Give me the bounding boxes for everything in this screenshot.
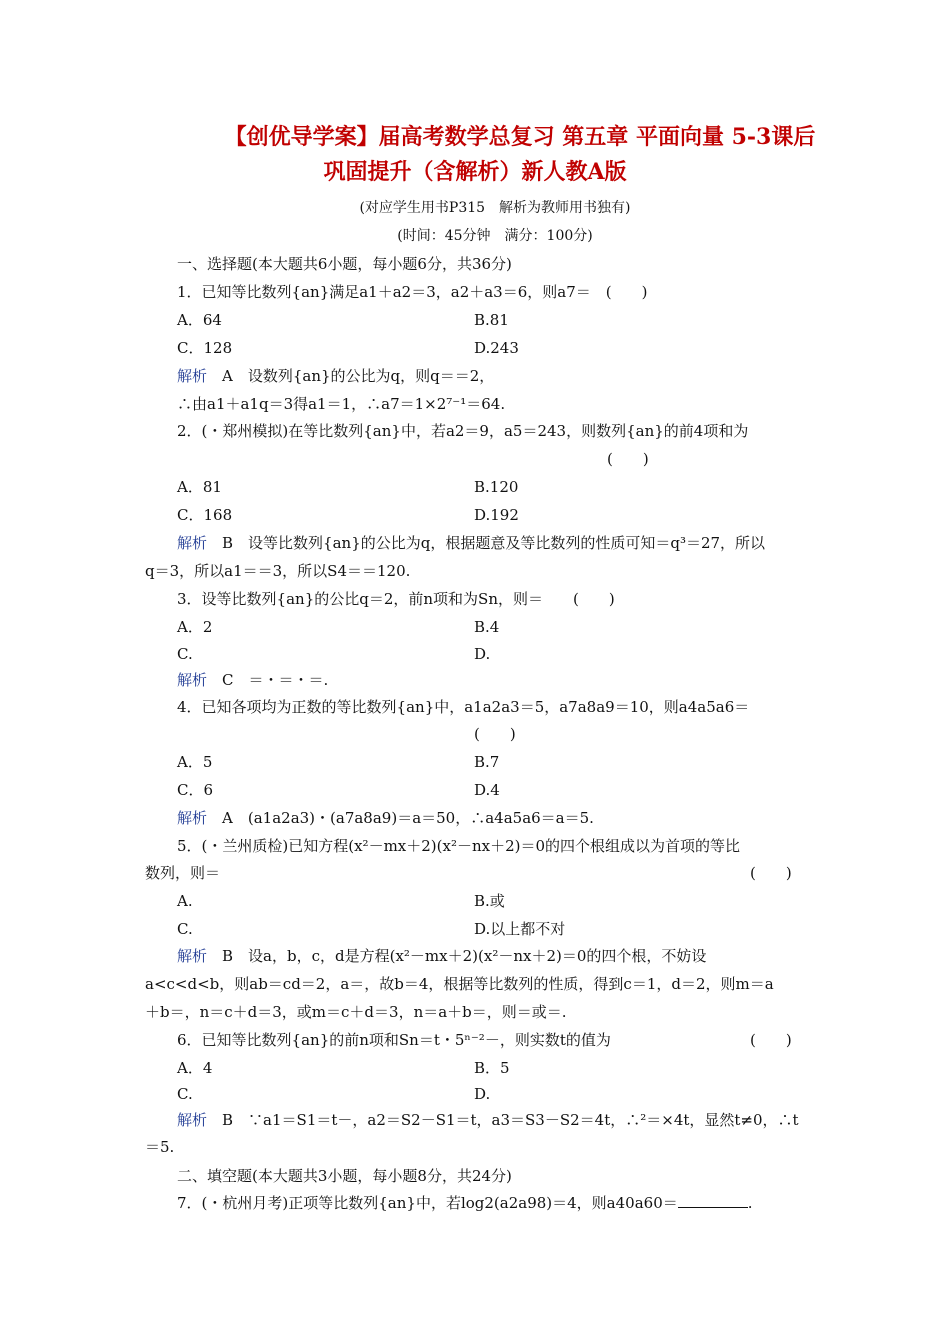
- q6-option-c: C.: [177, 1085, 193, 1103]
- q3-stem: 3．设等比数列{an}的公比q＝2，前n项和为Sn，则＝ ( ): [177, 590, 615, 608]
- q3-solution: [177, 670, 328, 690]
- q4-option-a: A．5: [177, 753, 213, 771]
- q1-option-c: C．128: [177, 339, 233, 357]
- q5-solution-line-3: ＋b＝，n＝c＋d＝3，或m＝c＋d＝3，n＝a＋b＝，则＝或＝.: [145, 1003, 567, 1021]
- q4-option-c: C．6: [177, 781, 214, 799]
- q7-end: .: [747, 1194, 753, 1212]
- q5-option-c: C.: [177, 920, 193, 938]
- q2-option-b: B.120: [474, 478, 519, 496]
- q3-solution-text: C ＝・＝・＝.: [222, 671, 329, 689]
- q4-stem: 4．已知各项均为正数的等比数列{an}中，a1a2a3＝5，a7a8a9＝10，则a4a5a6＝: [177, 698, 750, 716]
- solution-label: 解析: [177, 947, 208, 965]
- q2-stem: 2．(・郑州模拟)在等比数列{an}中，若a2＝9，a5＝243，则数列{an}的前4项和为: [177, 422, 749, 440]
- q6-option-a: A．4: [177, 1059, 213, 1077]
- q2-option-d: D.192: [474, 506, 519, 524]
- q2-solution: [177, 533, 765, 553]
- title-line-1: 【创优导学案】届高考数学总复习 第五章 平面向量 5-3课后: [224, 124, 816, 150]
- section-2-heading: 二、填空题(本大题共3小题，每小题8分，共24分): [177, 1167, 512, 1185]
- q5-option-b: B.或: [474, 892, 505, 910]
- q7-stem-text: 7．(・杭州月考)正项等比数列{an}中，若log2(a2a98)＝4，则a40a60＝: [177, 1194, 678, 1212]
- q2-solution-text: B 设等比数列{an}的公比为q，根据题意及等比数列的性质可知＝q³＝27，所以: [222, 534, 766, 552]
- q4-option-b: B.7: [474, 753, 500, 771]
- q4-answer-paren: ( ): [474, 725, 516, 743]
- q5-stem-line-2: 数列，则＝: [145, 864, 221, 882]
- q2-answer-paren: ( ): [607, 450, 649, 468]
- q7-stem: [177, 1193, 753, 1213]
- solution-label: 解析: [177, 809, 208, 827]
- q3-option-d: D.: [474, 645, 491, 663]
- q6-answer-paren: ( ): [750, 1031, 792, 1049]
- q2-option-a: A．81: [177, 478, 222, 496]
- q4-solution-text: A (a1a2a3)・(a7a8a9)＝a＝50，∴a4a5a6＝a＝5.: [222, 809, 594, 827]
- q5-solution-line-2: a<c<d<b，则ab＝cd＝2，a＝，故b＝4，根据等比数列的性质，得到c＝1，d＝2，则m＝a: [145, 975, 774, 993]
- q6-stem: 6．已知等比数列{an}的前n项和Sn＝t・5ⁿ⁻²－，则实数t的值为: [177, 1031, 611, 1049]
- q1-option-d: D.243: [474, 339, 519, 357]
- book-note: (对应学生用书P315 解析为教师用书独有): [359, 200, 631, 216]
- section-1-heading: 一、选择题(本大题共6小题，每小题6分，共36分): [177, 255, 512, 273]
- time-score: (时间：45分钟 满分：100分): [397, 228, 593, 244]
- q4-option-d: D.4: [474, 781, 500, 799]
- q5-solution: [177, 946, 706, 966]
- q1-option-a: A．64: [177, 311, 222, 329]
- q5-option-d: D.以上都不对: [474, 920, 566, 938]
- q6-solution-line-2: ＝5.: [145, 1138, 175, 1156]
- solution-label: 解析: [177, 1111, 208, 1129]
- solution-label: 解析: [177, 367, 208, 385]
- q5-stem: 5．(・兰州质检)已知方程(x²－mx＋2)(x²－nx＋2)＝0的四个根组成以为首项的等比: [177, 837, 741, 855]
- q2-option-c: C．168: [177, 506, 233, 524]
- q1-solution-line-2: ∴由a1＋a1q＝3得a1＝1，∴a7＝1×2⁷⁻¹＝64.: [177, 395, 506, 413]
- q1-solution: [177, 366, 494, 386]
- q1-stem: 1．已知等比数列{an}满足a1＋a2＝3，a2＋a3＝6，则a7＝ ( ): [177, 283, 648, 301]
- q6-option-d: D.: [474, 1085, 491, 1103]
- q5-solution-text: B 设a，b，c，d是方程(x²－mx＋2)(x²－nx＋2)＝0的四个根，不妨设: [222, 947, 707, 965]
- solution-label: 解析: [177, 671, 208, 689]
- title-line-2: 巩固提升（含解析）新人教A版: [323, 159, 627, 185]
- q4-solution: [177, 808, 594, 828]
- q6-solution-text: B ∵a1＝S1＝t－，a2＝S2－S1＝t，a3＝S3－S2＝4t，∴²＝×4t，显然t≠0，∴t: [222, 1111, 799, 1129]
- q1-option-b: B.81: [474, 311, 509, 329]
- q3-option-b: B.4: [474, 618, 500, 636]
- q3-option-c: C.: [177, 645, 193, 663]
- answer-blank[interactable]: [678, 1193, 748, 1208]
- q1-solution-text: A 设数列{an}的公比为q，则q＝＝2，: [222, 367, 495, 385]
- q5-option-a: A.: [177, 892, 193, 910]
- q6-option-b: B．5: [474, 1059, 510, 1077]
- solution-label: 解析: [177, 534, 208, 552]
- q3-option-a: A．2: [177, 618, 213, 636]
- q5-answer-paren: ( ): [750, 864, 792, 882]
- q2-solution-line-2: q＝3，所以a1＝＝3，所以S4＝＝120.: [145, 562, 411, 580]
- q6-solution: [177, 1110, 799, 1130]
